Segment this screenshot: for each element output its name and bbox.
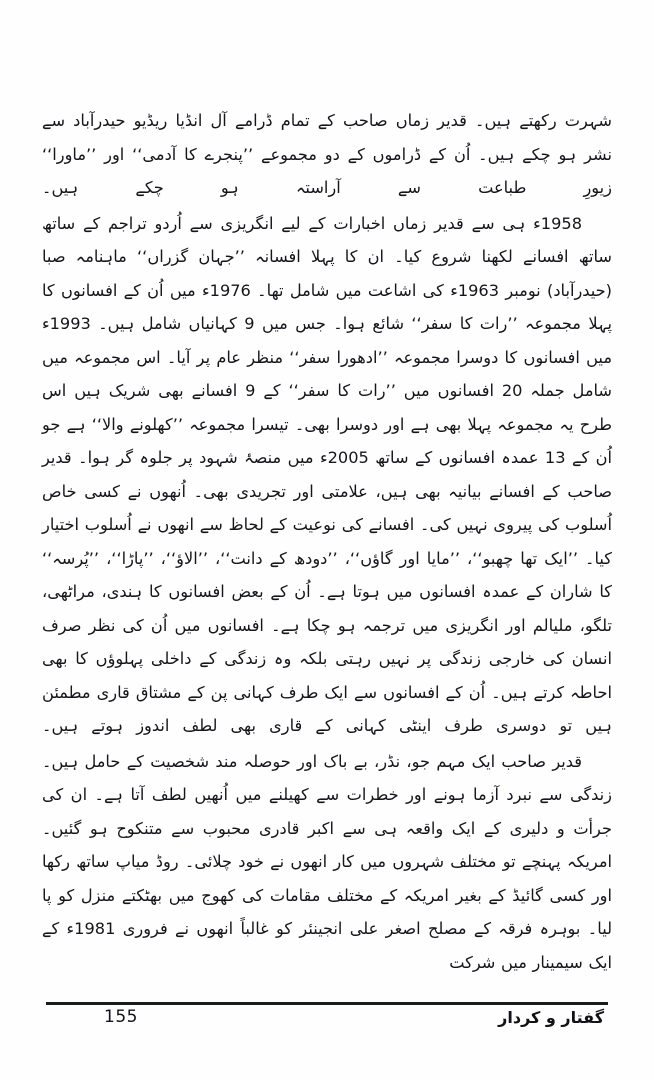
- paragraph-3: قدیر صاحب ایک مہم جو، نڈر، بے باک اور حوصلہ مند شخصیت کے حامل ہیں۔ زندگی سے نبرد آزما ہونے اور خطرات سے کھیلنے میں اُنھیں لطف آتا ہے۔ ان کی جرأت و دلیری کے ایک واقعہ ہی سے اکبر قادری محبوب سے متنکوح ہو گئیں۔ امریکہ پہنچے تو مختلف شہروں میں کار انھوں نے خود چلائی۔ روڈ میاپ ساتھ رکھا اور کسی گائیڈ کے بغیر امریکہ کے مختلف مقامات کی کھوج میں بھٹکتے منزل کو پا لیا۔ بوہرہ فرقہ کے مصلح اصغر علی انجینئر کو غالباً انھوں نے فروری 1981ء کے ایک سیمینار میں شرکت: [42, 751, 613, 972]
- paragraph-1: شہرت رکھتے ہیں۔ قدیر زماں صاحب کے تمام ڈرامے آل انڈیا ریڈیو حیدرآباد سے نشر ہو چکے ہیں۔ اُن کے ڈراموں کے دو مجموعے ’’پنجرے کا آدمی‘‘ اور ’’ماورا‘‘ زیورِ طباعت سے آراستہ ہو چکے ہیں۔: [42, 111, 612, 197]
- page-number: 155: [104, 1007, 138, 1027]
- paragraph-2: 1958ء ہی سے قدیر زماں اخبارات کے لیے انگریزی سے اُردو تراجم کے ساتھ ساتھ افسانے لکھنا شروع کیا۔ ان کا پہلا افسانہ ’’جہان گزراں‘‘ ماہنامہ صبا (حیدرآباد) نومبر 1963ء کی اشاعت میں شامل تھا۔ 1976ء میں اُن کے افسانوں کا پہلا مجموعہ ’’رات کا سفر‘‘ شائع ہوا۔ جس میں 9 کہانیاں شامل ہیں۔ 1993ء میں افسانوں کا دوسرا مجموعہ ’’ادھورا سفر‘‘ منظر عام پر آیا۔ اس مجموعہ میں شامل جملہ 20 افسانوں میں ’’رات کا سفر‘‘ کے 9 افسانے بھی شریک ہیں اس طرح یہ مجموعہ پہلا بھی ہے اور دوسرا بھی۔ تیسرا مجموعہ ’’کھلونے والا‘‘ ہے جو اُن کے 13 عمدہ افسانوں کے ساتھ 2005ء میں منصۂ شہود پر جلوہ گر ہوا۔ قدیر صاحب کے افسانے بیانیہ بھی ہیں، علامتی اور تجریدی بھی۔ اُنھوں نے کسی خاص اُسلوب کی پیروی نہیں کی۔ افسانے کی نوعیت کے لحاظ سے انھوں نے اُسلوب اختیار کیا۔ ’’ایک تھا چھبو‘‘، ’’مایا اور گاؤں‘‘، ’’دودھ کے دانت‘‘، ’’الاؤ‘‘، ’’پاڑا‘‘، ’’پُرسہ‘‘ کا شاران کے عمدہ افسانوں میں ہوتا ہے۔ اُن کے بعض افسانوں کا ہندی، مراٹھی، تلگو، ملیالم اور انگریزی میں ترجمہ ہو چکا ہے۔ افسانوں میں اُن کی نظر صرف انسان کی خارجی زندگی پر نہیں رہتی بلکہ وہ زندگی کے داخلی پہلوؤں کا بھی احاطہ کرتے ہیں۔ اُن کے افسانوں سے ایک طرف کہانی پن کے مشتاق قاری مطمئن ہیں تو دوسری طرف اینٹی کہانی کے قاری بھی لطف اندوز ہوتے ہیں۔: [42, 213, 612, 735]
- page-footer: [0, 1002, 654, 1042]
- footer-divider: [46, 1002, 608, 1005]
- page-body: [42, 104, 612, 981]
- footer-content: [46, 1007, 608, 1027]
- book-title: گفتار و کردار: [498, 1007, 604, 1027]
